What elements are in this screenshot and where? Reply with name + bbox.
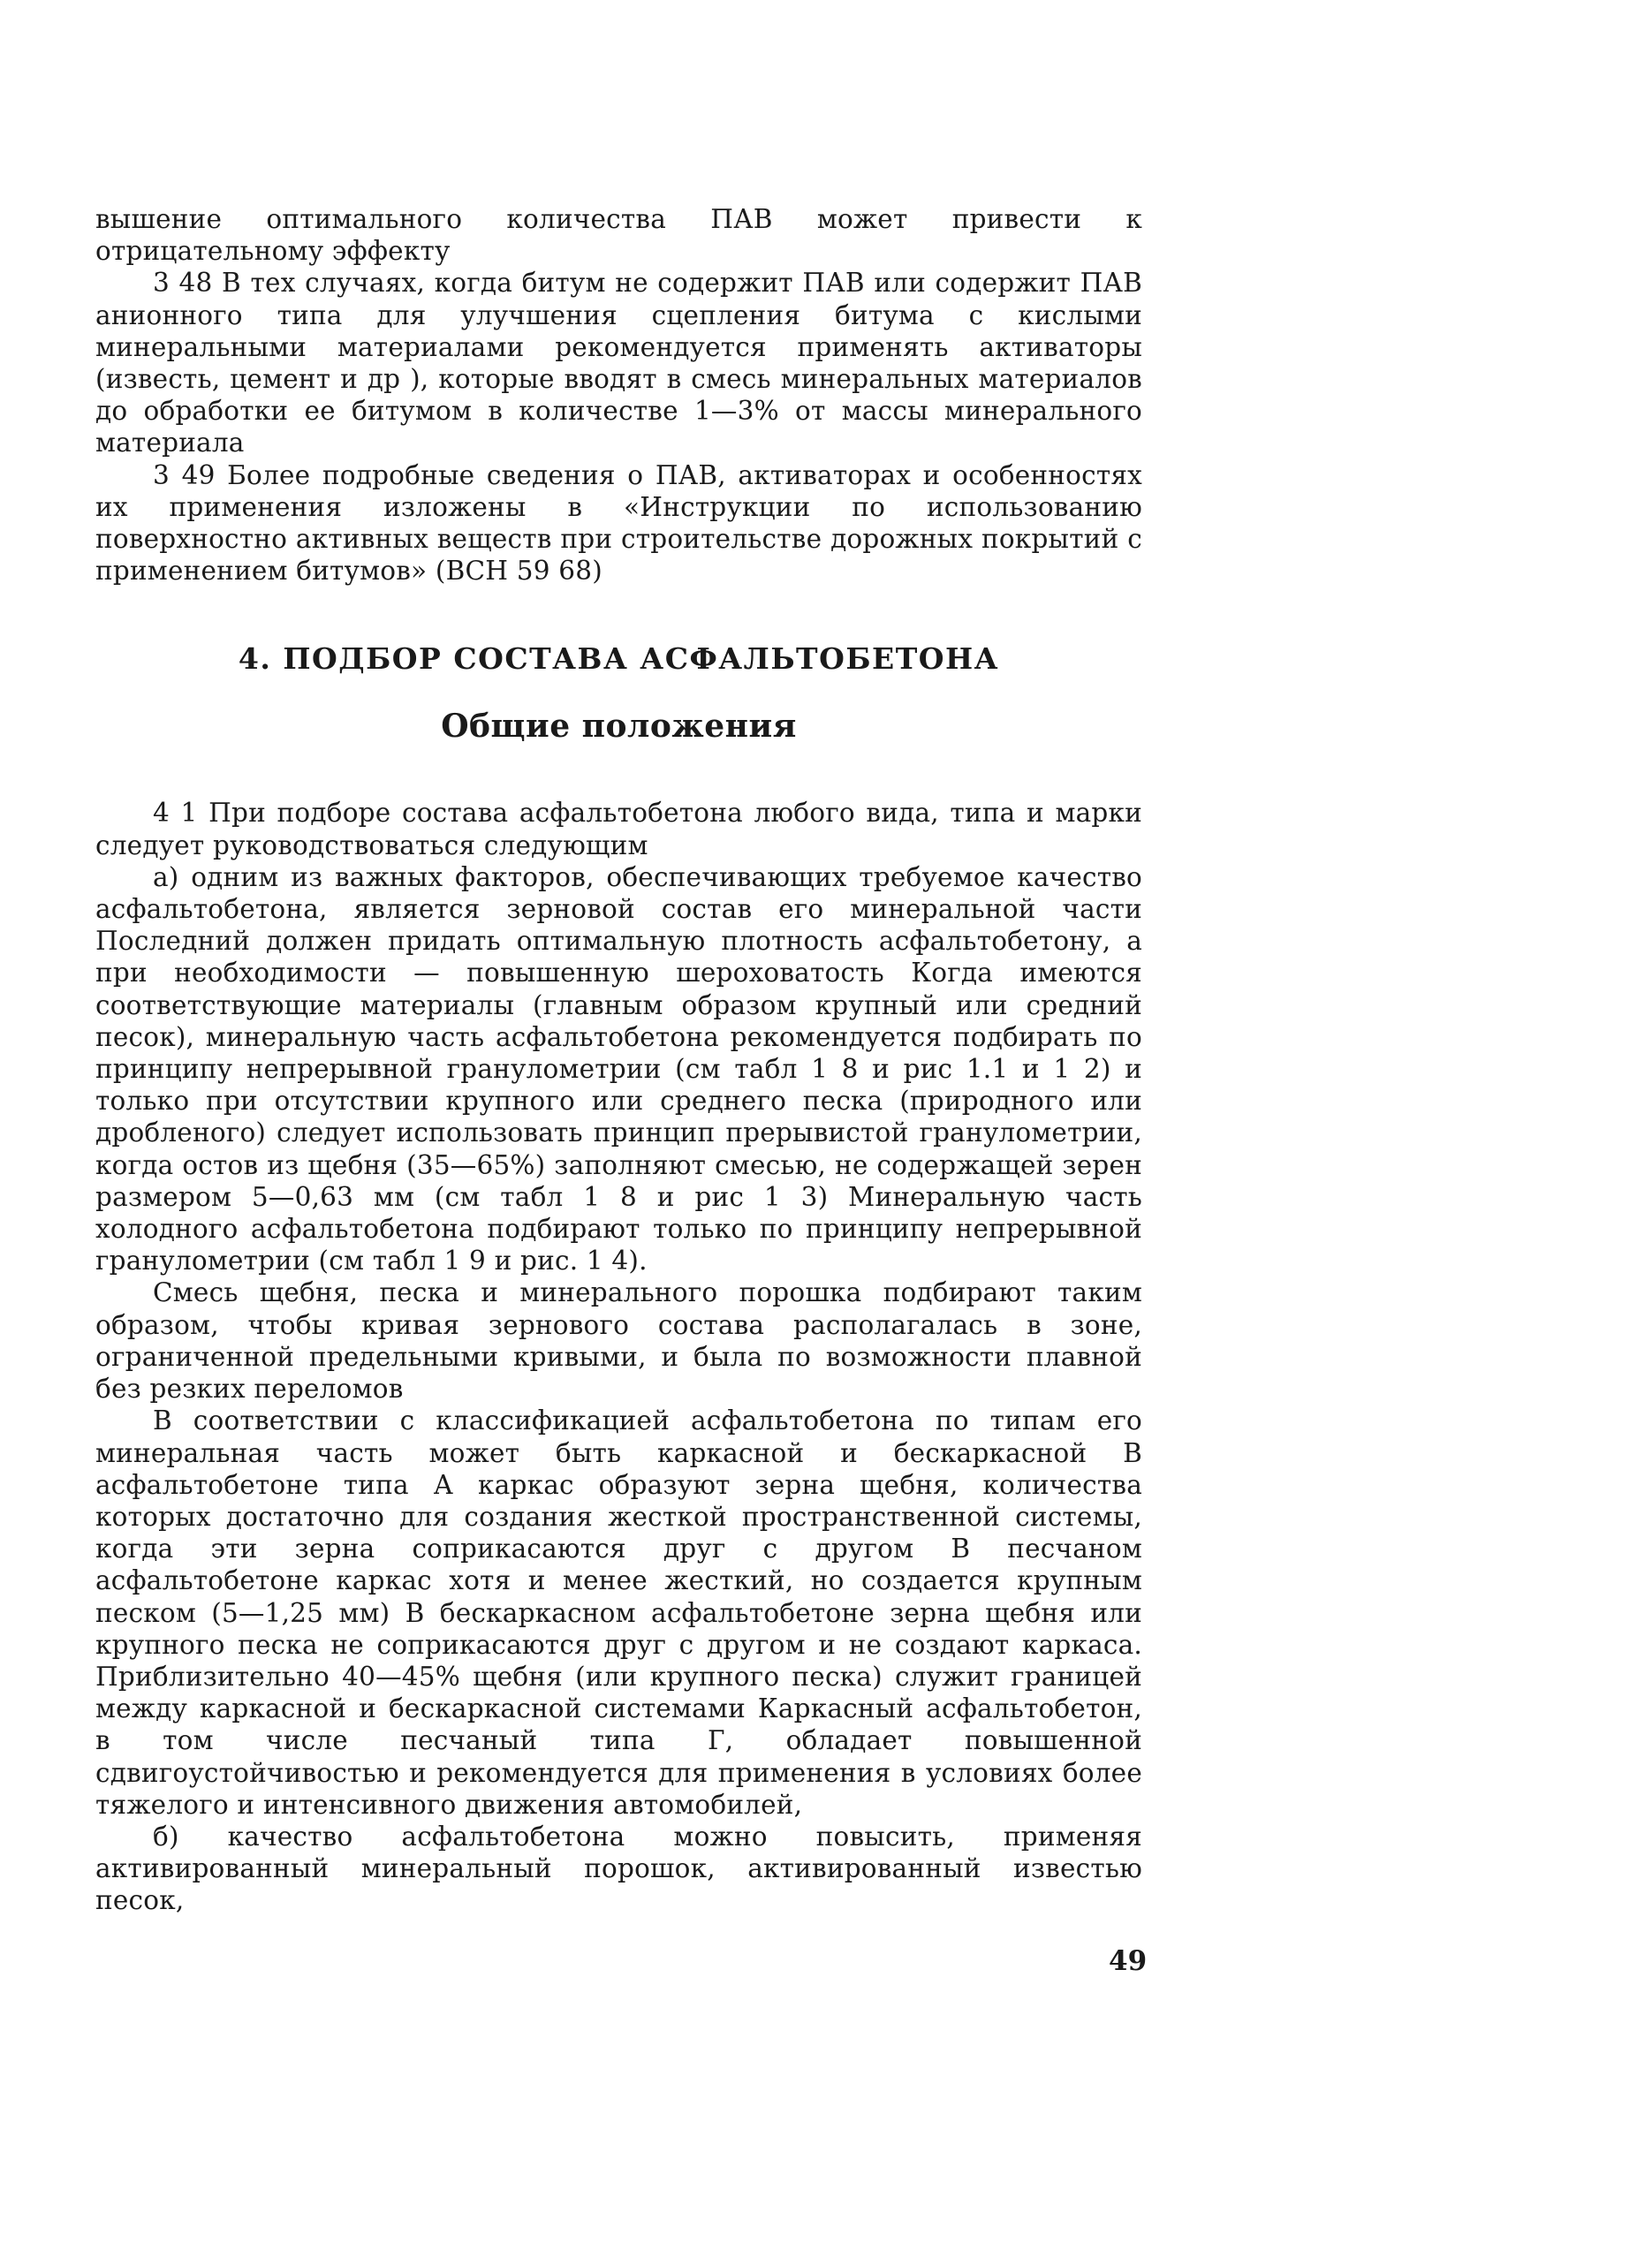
paragraph-continuation: вышение оптимального количества ПАВ может привести к отрицательному эффекту (95, 204, 1142, 267)
paragraph-classification: В соответствии с классификацией асфальтобетона по типам его минеральная часть может быть каркасной и бескаркасной В асфальтобетоне типа А каркас образуют зерна щебня, количества которых достаточно для создания жесткой пространственной системы, когда эти зерна соприкасаются друг с другом В песчаном асфальтобетоне каркас хотя и менее жесткий, но создается крупным песком (5—1,25 мм) В бескаркасном асфальтобетоне зерна щебня или крупного песка не соприкасаются друг с другом и не создают каркаса. Приблизительно 40—45% щебня (или крупного песка) служит границей между каркасной и бескаркасной системами Каркасный асфальтобетон, в том числе песчаный типа Г, обладает повышенной сдвигоустойчивостью и рекомендуется для применения в условиях более тяжелого и интенсивного движения автомобилей, (95, 1405, 1142, 1820)
paragraph-3-49: 3 49 Более подробные сведения о ПАВ, активаторах и особенностях их применения изложены в «Инструкции по использованию поверхностно активных веществ при строительстве дорожных покрытий с применением битумов» (ВСН 59 68) (95, 459, 1142, 587)
paragraph-4-1-a: а) одним из важных факторов, обеспечивающих требуемое качество асфальтобетона, является зерновой состав его минеральной части Последний должен придать оптимальную плотность асфальтобетону, а при необходимости — повышенную шероховатость Когда имеются соответствующие материалы (главным образом крупный или средний песок), минеральную часть асфальтобетона рекомендуется подбирать по принципу непрерывной гранулометрии (см табл 1 8 и рис 1.1 и 1 2) и только при отсутствии крупного или среднего песка (природного или дробленого) следует использовать принцип прерывистой гранулометрии, когда остов из щебня (35—65%) заполняют смесью, не содержащей зерен размером 5—0,63 мм (см табл 1 8 и рис 1 3) Минеральную часть холодного асфальтобетона подбирают только по принципу непрерывной гранулометрии (см табл 1 9 и рис. 1 4). (95, 861, 1142, 1277)
paragraph-3-48: 3 48 В тех случаях, когда битум не содержит ПАВ или содержит ПАВ анионного типа для улучшения сцепления битума с кислыми минеральными материалами рекомендуется применять активаторы (известь, цемент и др ), которые вводят в смесь минеральных материалов до обработки ее битумом в количестве 1—3% от массы минерального материала (95, 268, 1142, 458)
page-number: 49 (1109, 1945, 1148, 1977)
document-page (95, 203, 1142, 1917)
paragraph-4-1: 4 1 При подборе состава асфальтобетона любого вида, типа и марки следует руководствоваться следующим (95, 798, 1142, 860)
paragraph-mix: Смесь щебня, песка и минерального порошка подбирают таким образом, чтобы кривая зернового состава располагалась в зоне, ограниченной предельными кривыми, и была по возможности плавной без резких переломов (95, 1277, 1142, 1405)
paragraph-4-1-b: б) качество асфальтобетона можно повысить, применяя активированный минеральный порошок, активированный известью песок, (95, 1821, 1142, 1916)
section-title: Общие положения (441, 708, 797, 746)
chapter-title: 4. ПОДБОР СОСТАВА АСФАЛЬТОБЕТОНА (238, 641, 1000, 677)
